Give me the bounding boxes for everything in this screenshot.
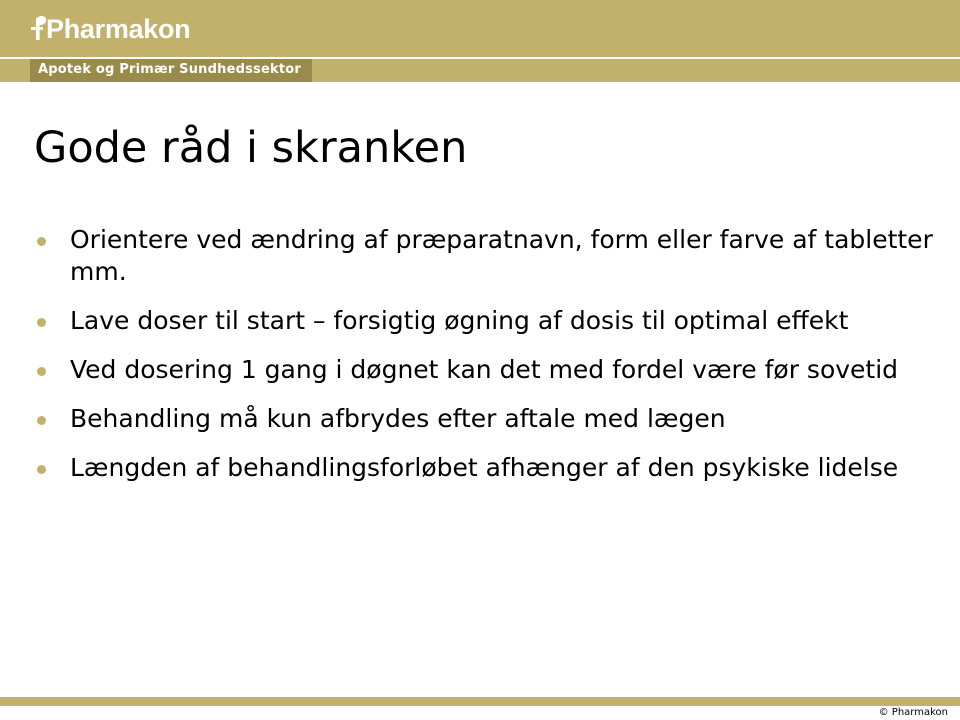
bullet-item	[34, 305, 934, 337]
header-subtitle: Apotek og Primær Sundhedssektor	[38, 62, 302, 77]
bullet-dot-icon	[37, 416, 46, 425]
logo-text: Pharmakon	[46, 14, 191, 44]
bullet-dot-icon	[37, 465, 46, 474]
bullet-dot-icon	[37, 237, 46, 246]
pharmakon-logo	[30, 10, 190, 48]
slide-title: Gode råd i skranken	[34, 123, 468, 173]
bullet-item	[34, 403, 934, 435]
bullet-dot-icon	[37, 367, 46, 376]
bullet-item	[34, 452, 934, 484]
bullet-item	[34, 224, 934, 288]
bullet-text: Lave doser til start – forsigtig øgning af dosis til optimal effekt	[70, 306, 849, 335]
bullet-list	[34, 224, 934, 501]
footer-band	[0, 697, 960, 706]
bullet-text: Ved dosering 1 gang i døgnet kan det med fordel være før sovetid	[70, 355, 899, 384]
bullet-text: Behandling må kun afbrydes efter aftale med lægen	[70, 404, 726, 433]
copyright-notice: © Pharmakon	[878, 707, 948, 718]
bullet-text: Længden af behandlingsforløbet afhænger af den psykiske lidelse	[70, 453, 899, 482]
bullet-dot-icon	[37, 318, 46, 327]
bullet-item	[34, 354, 934, 386]
bullet-text: Orientere ved ændring af præparatnavn, form eller farve af tabletter mm.	[70, 225, 933, 286]
